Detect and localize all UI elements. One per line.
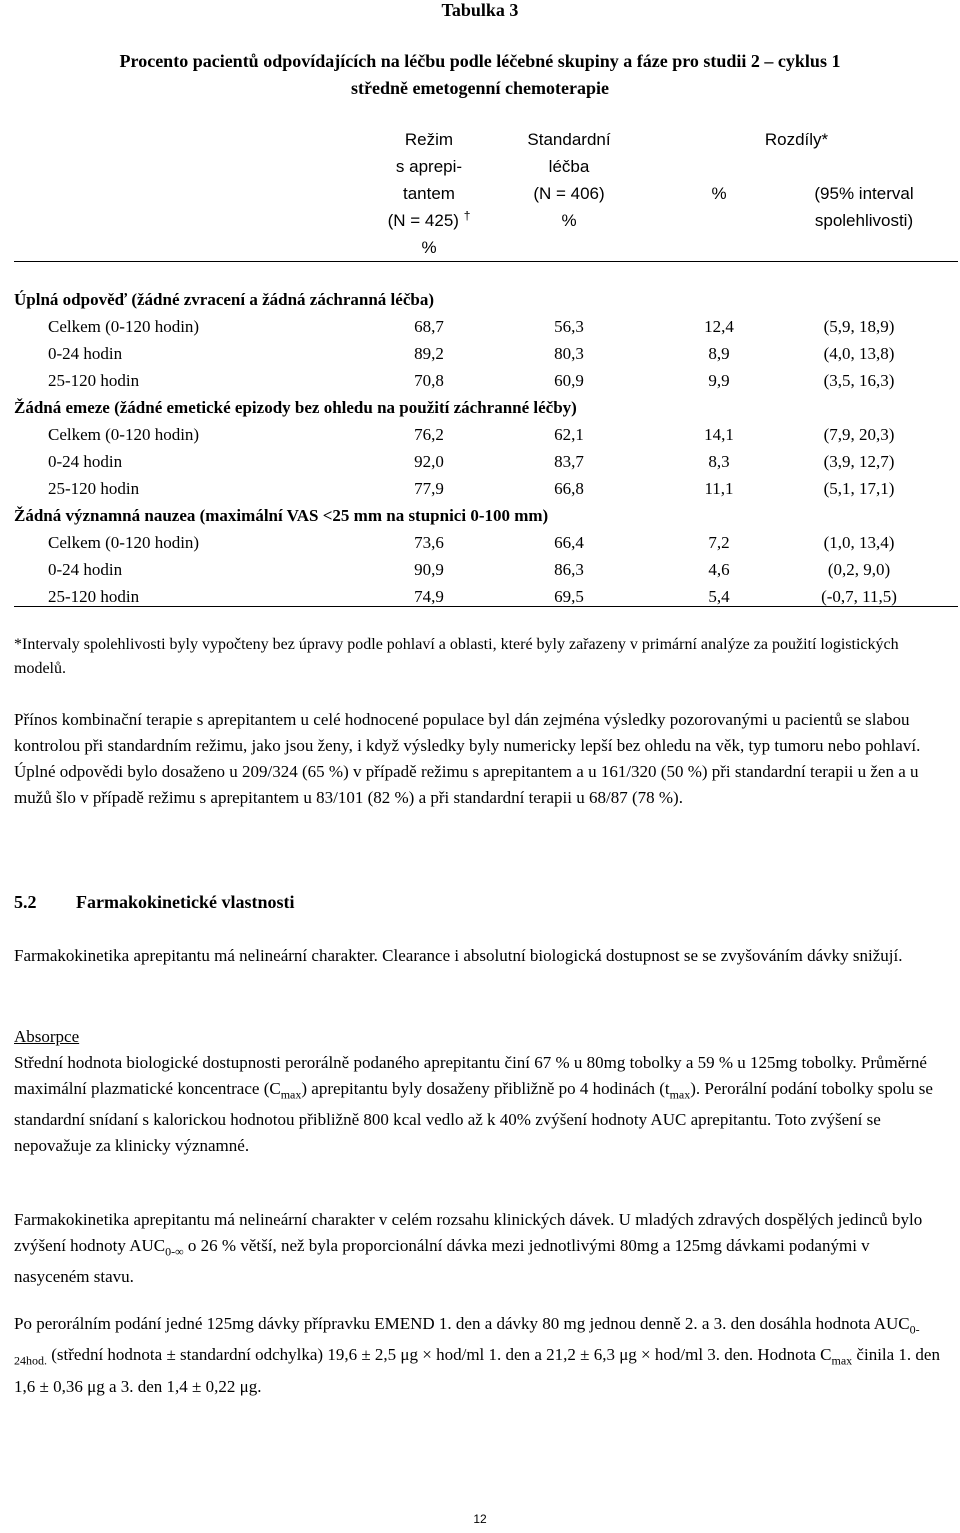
standard-value: 56,3 [554, 317, 584, 336]
table-row [14, 448, 958, 475]
table-row [14, 529, 958, 556]
header-line: Režim [404, 130, 454, 149]
difference-value: 11,1 [704, 479, 734, 498]
header-standard-therapy [514, 126, 624, 234]
table-row [14, 475, 958, 502]
confidence-interval-value: (5,9, 18,9) [823, 317, 895, 336]
standard-value: 86,3 [554, 560, 584, 579]
row-label: 25-120 hodin [48, 587, 140, 606]
aprepitant-value: 73,6 [414, 533, 444, 552]
header-confidence-interval [789, 180, 939, 234]
dagger-mark: † [463, 208, 471, 223]
standard-value: 80,3 [554, 344, 584, 363]
section-heading [14, 892, 295, 913]
section-row [14, 502, 958, 529]
row-label: Celkem (0-120 hodin) [48, 533, 200, 552]
header-line: % [421, 238, 437, 257]
header-line: Standardní [527, 130, 611, 149]
aprepitant-value: 90,9 [414, 560, 444, 579]
pk-paragraph: Farmakokinetika aprepitantu má nelineární charakter. Clearance i absolutní biologická dostupnost se se zvyšováním dávky snižují. [14, 946, 903, 965]
results-table [14, 126, 958, 606]
emend-paragraph: Po perorálním podání jedné 125mg dávky přípravku EMEND 1. den a dávky 80 mg jednou denně 2. a 3. den dosáhla hodnota $AUC_{0-24hod.}$ (střední hodnota ± standardní odchylka) 19,6 ± 2,5 μg × hod/ml 1. den a 21,2 ± 6,3 μg × hod/ml 3. den. Hodnota $C_{max}$ činila 1. den 1,6 ± 0,36 μg a 3. den 1,4 ± 0,22 μg. [14, 1314, 940, 1396]
aprepitant-value: 77,9 [414, 479, 444, 498]
section-row [14, 394, 958, 421]
benefit-paragraph: Přínos kombinační terapie s aprepitantem u celé hodnocené populace byl dán zejména výsledky pozorovanými u pacientů se slabou kontrolou při standardním režimu, jako jsou ženy, i když výsledky byly numericky lepší bez ohledu na věk, typ tumoru nebo pohlaví. Úplné odpovědi bylo dosaženo u 209/324 (65 %) v případě režimu s aprepitantem a u 161/320 (50 %) při standardní terapii u žen a u mužů šlo v případě režimu s aprepitantem u 83/101 (82 %) a při standardní terapii u 68/87 (78 %). [14, 710, 921, 807]
aprepitant-value: 74,9 [414, 587, 444, 606]
difference-value: 5,4 [708, 587, 730, 606]
aprepitant-value: 89,2 [414, 344, 444, 363]
section-title: Úplná odpověď (žádné zvracení a žádná záchranná léčba) [14, 290, 434, 309]
table-title-line-1: Procento pacientů odpovídajících na léčbu podle léčebné skupiny a fáze pro studii 2 – cyklus 1 [119, 51, 841, 71]
table-rule [14, 261, 958, 262]
header-line [374, 207, 484, 234]
table-row [14, 340, 958, 367]
difference-value: 9,9 [708, 371, 730, 390]
table-row [14, 421, 958, 448]
table-title [14, 48, 946, 102]
section-title: Farmakokinetické vlastnosti [76, 892, 295, 912]
difference-value: 7,2 [708, 533, 730, 552]
aprepitant-value: 70,8 [414, 371, 444, 390]
standard-value: 66,4 [554, 533, 584, 552]
header-line: (95% interval [814, 184, 914, 203]
row-label: 0-24 hodin [48, 560, 123, 579]
page-number: 12 [473, 1512, 487, 1526]
row-label: 25-120 hodin [48, 479, 140, 498]
nonlinear-paragraph: Farmakokinetika aprepitantu má nelineární charakter v celém rozsahu klinických dávek. U mladých zdravých dospělých jedinců bylo zvýšení hodnoty $AUC_{0-\infty}$ o 26 % větší, než byla proporcionální dávka mezi jednotlivými 80mg a 125mg dávkami podanými v nasyceném stavu. [14, 1210, 923, 1287]
section-number: 5.2 [14, 892, 37, 912]
standard-value: 69,5 [554, 587, 584, 606]
aprepitant-value: 76,2 [414, 425, 444, 444]
standard-value: 62,1 [554, 425, 584, 444]
confidence-interval-value: (4,0, 13,8) [823, 344, 895, 363]
header-line: (N = 406) [533, 184, 605, 203]
row-label: 25-120 hodin [48, 371, 140, 390]
row-label: 0-24 hodin [48, 344, 123, 363]
confidence-interval-value: (-0,7, 11,5) [821, 587, 897, 606]
header-difference-percent: % [711, 184, 727, 203]
confidence-interval-value: (3,5, 16,3) [823, 371, 895, 390]
table-footnote: *Intervaly spolehlivosti byly vypočteny bez úpravy podle pohlaví a oblasti, které byly zařazeny v primární analýze za použití logistických modelů. [14, 636, 899, 677]
row-label: Celkem (0-120 hodin) [48, 425, 200, 444]
difference-value: 4,6 [708, 560, 730, 579]
confidence-interval-value: (7,9, 20,3) [823, 425, 895, 444]
section-title: Žádná významná nauzea (maximální VAS <25 mm na stupnici 0-100 mm) [14, 506, 549, 525]
header-line: % [561, 211, 577, 230]
header-n: (N = 425) [387, 211, 459, 230]
absorption-subheading: Absorpce [14, 1027, 80, 1046]
section-title: Žádná emeze (žádné emetické epizody bez ohledu na použití záchranné léčby) [14, 398, 577, 417]
difference-value: 14,1 [704, 425, 734, 444]
header-line: léčba [548, 157, 590, 176]
standard-value: 60,9 [554, 371, 584, 390]
table-caption: Tabulka 3 [441, 0, 519, 20]
confidence-interval-value: (5,1, 17,1) [823, 479, 895, 498]
row-label: 0-24 hodin [48, 452, 123, 471]
standard-value: 83,7 [554, 452, 584, 471]
table-rule [14, 606, 958, 607]
standard-value: 66,8 [554, 479, 584, 498]
header-line: tantem [403, 184, 455, 203]
confidence-interval-value: (1,0, 13,4) [823, 533, 895, 552]
table-row [14, 556, 958, 583]
difference-value: 8,3 [708, 452, 730, 471]
header-line: spolehlivosti) [814, 211, 914, 230]
difference-value: 8,9 [708, 344, 730, 363]
confidence-interval-value: (3,9, 12,7) [823, 452, 895, 471]
table-title-line-2: středně emetogenní chemoterapie [351, 78, 609, 98]
difference-value: 12,4 [704, 317, 734, 336]
row-label: Celkem (0-120 hodin) [48, 317, 200, 336]
header-line: s aprepi- [395, 157, 463, 176]
aprepitant-value: 68,7 [414, 317, 444, 336]
confidence-interval-value: (0,2, 9,0) [827, 560, 891, 579]
aprepitant-value: 92,0 [414, 452, 444, 471]
table-row [14, 313, 958, 340]
absorption-paragraph: Střední hodnota biologické dostupnosti perorálně podaného aprepitantu činí 67 % u 80mg tobolky a 59 % u 125mg tobolky. Průměrné maximální plazmatické koncentrace $(C_{max})$ aprepitantu byly dosaženy přibližně po 4 hodinách $(t_{max})$. Perorální podání tobolky spolu se standardní snídaní s kalorickou hodnotou přibližně 800 kcal vedlo až k 40% zvýšení hodnoty AUC aprepitantu. Toto zvýšení se nepovažuje za klinicky významné. [14, 1053, 933, 1156]
header-differences-group: Rozdíly* [764, 130, 829, 149]
table-row [14, 367, 958, 394]
section-row [14, 286, 958, 313]
header-aprepitant-regimen [374, 126, 484, 261]
